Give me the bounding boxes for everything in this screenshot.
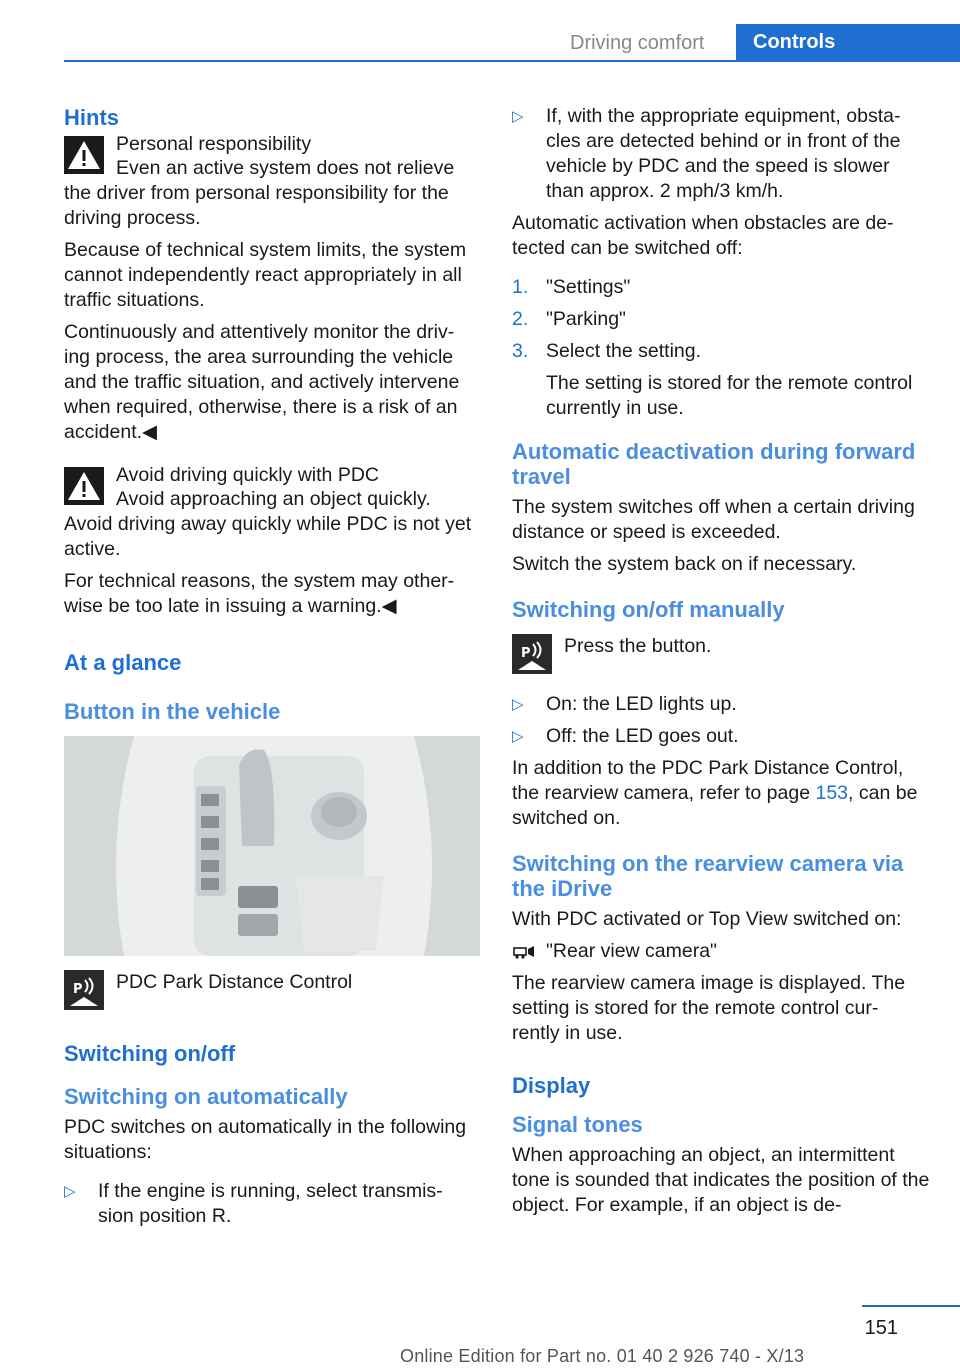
triangle-bullet-icon: ▷ [512,108,524,125]
idrive-text: With PDC activated or Top View switched on: [512,908,902,930]
auto-deactivation-heading: Automatic deactivation during forward travel [512,439,916,489]
list-item: 2. "Parking" [512,308,626,330]
warning-triangle-icon [64,136,104,174]
triangle-bullet-icon: ▷ [64,1183,76,1200]
signal-tones-heading: Signal tones [512,1112,643,1137]
warning-text: Continuously and attentively monitor the driv‐ ing process, the area surrounding the vehicle and the traffic situation, and actively intervene when required, otherwise, there is a risk of an accident.◀ [64,321,460,443]
idrive-camera-heading: Switching on the rearview camera via the iDrive [512,851,904,901]
list-item: 1. "Settings" [512,276,631,298]
led-state-list [512,692,930,749]
triangle-bullet-icon: ▷ [512,696,524,713]
page-number: 151 [864,1317,898,1339]
step-note: The setting is stored for the remote control currently in use. [546,372,913,419]
warning-text: Because of technical system limits, the system cannot independently react appropriately in all traffic situations. [64,239,467,311]
svg-text:P: P [73,982,83,997]
hints-heading: Hints [64,105,119,130]
deactivation-text: Switch the system back on if necessary. [512,553,857,575]
auto-conditions-list-continued [512,104,930,204]
switching-on-automatically-heading: Switching on automatically [64,1084,348,1109]
header-rule [64,60,960,62]
switching-heading: Switching on/off [64,1041,236,1066]
warning-triangle-icon [64,467,104,505]
at-a-glance-heading: At a glance [64,650,182,675]
button-in-vehicle-heading: Button in the vehicle [64,699,281,724]
page-reference-link[interactable]: 153 [815,782,849,804]
warning-text: Even an active system does not relieve the driver from personal responsibility for the driving process. [64,157,455,229]
list-item: ▷ Off: the LED goes out. [512,725,739,747]
pdc-label: PDC Park Distance Control [116,971,353,993]
list-item: 3. Select the setting. The setting is stored for the remote control currently in use. [512,339,930,421]
auto-conditions-list [64,1179,482,1229]
manual-switching-heading: Switching on/off manually [512,597,785,622]
settings-steps [512,275,930,421]
right-column [512,104,930,1225]
idrive-text: The rearview camera image is displayed. The setting is stored for the remote control cur‐ rently in use. [512,972,906,1044]
warning-text: For technical reasons, the system may other‐ wise be too late in issuing a warning.◀ [64,570,455,617]
triangle-bullet-icon: ▷ [512,728,524,745]
warning-block-responsibility [64,132,482,180]
deactivation-text: The system switches off when a certain driving distance or speed is exceeded. [512,496,915,543]
pdc-button-icon [64,970,104,1010]
press-button-line [512,634,930,678]
list-item: ▷ On: the LED lights up. [512,693,737,715]
pdc-button-caption [64,970,482,1010]
center-console-photo [64,736,480,956]
running-header-tab: Controls [736,24,960,61]
rear-view-camera-icon [512,942,538,969]
rear-view-camera-menu-item: "Rear view camera" [512,939,930,964]
pdc-button-icon [512,634,552,674]
press-button-text: Press the button. [564,635,712,657]
svg-text:P: P [521,646,531,661]
running-header-section: Driving comfort [570,32,705,54]
edition-note: Online Edition for Part no. 01 40 2 926 740 - X/13 [400,1346,805,1366]
auto-off-text: Automatic activation when obstacles are de‐ tected can be switched off: [512,212,894,259]
warning-title: Avoid driving quickly with PDC [116,464,379,486]
signal-text: When approaching an object, an intermittent tone is sounded that indicates the position of the object. For example, if an object is de‐ [512,1144,930,1216]
left-column [64,104,482,1236]
list-item: ▷ If, with the appropriate equipment, obsta‐ cles are detected behind or in front of the vehicle by PDC and the speed is slower than approx. 2 mph/3 km/h. [512,105,901,202]
footer-rule [862,1305,960,1307]
display-heading: Display [512,1073,591,1098]
list-item: ▷ If the engine is running, select transmis‐ sion position R. [64,1180,443,1227]
warning-title: Personal responsibility [116,133,312,155]
warning-text: Avoid approaching an object quickly. Avoid driving away quickly while PDC is not yet active. [64,488,472,560]
camera-paragraph: In addition to the PDC Park Distance Control, the rearview camera, refer to page 153, can be switched on. [512,757,918,829]
auto-text: PDC switches on automatically in the following situations: [64,1116,467,1163]
warning-block-driving [64,463,482,511]
